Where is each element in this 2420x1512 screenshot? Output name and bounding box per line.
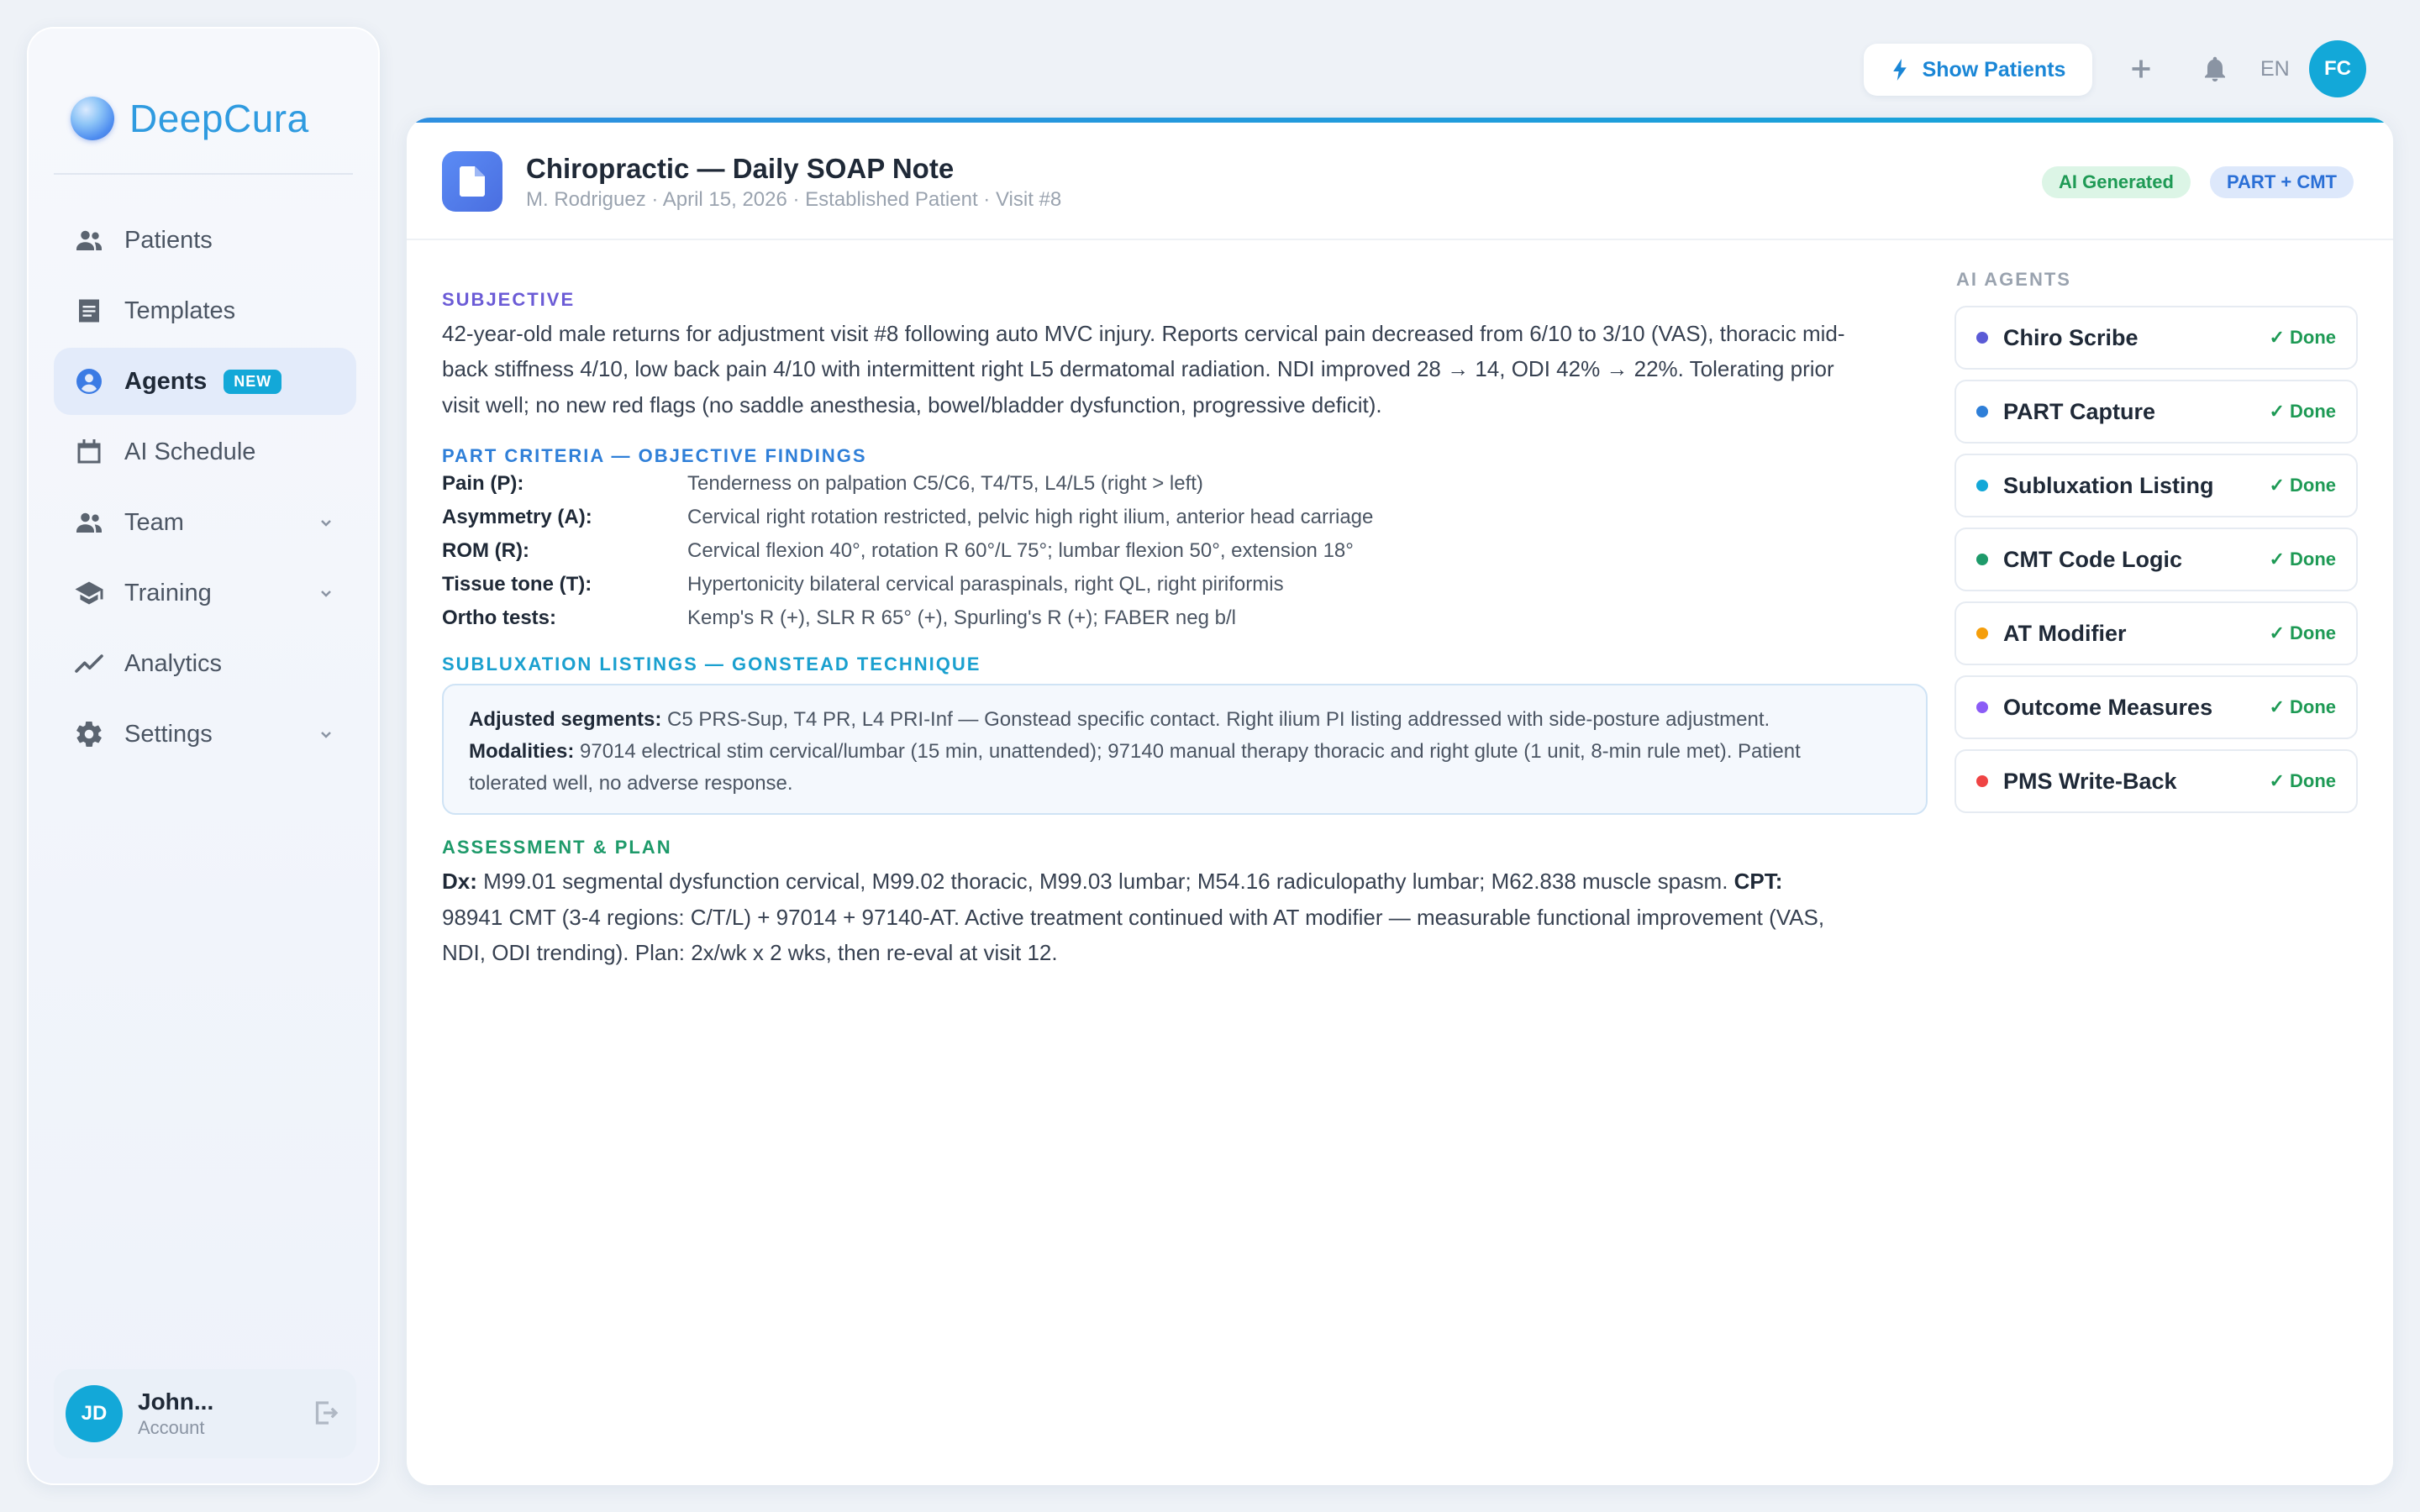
sidebar-item-label: Settings <box>124 720 213 748</box>
sidebar-item-label: Templates <box>124 297 236 324</box>
criteria-label: Tissue tone (T): <box>442 573 592 596</box>
status-dot-icon <box>1976 332 1988 344</box>
agent-outcome-measures[interactable] <box>1954 675 2358 739</box>
logo-orb-icon <box>71 97 114 140</box>
sidebar <box>27 27 380 1485</box>
chevron-down-icon[interactable] <box>318 585 334 601</box>
modalities-text: 97014 electrical stim cervical/lumbar (15 min, unattended); 97140 manual therapy thoracic and right glute (1 unit, 8-min rule met). Patient <box>580 740 1801 763</box>
part-criteria-row <box>442 506 1373 539</box>
card-accent-bar <box>407 118 2393 123</box>
adjusted-segments-line <box>469 704 1902 736</box>
sidebar-divider <box>54 173 353 175</box>
account-text <box>138 1389 213 1439</box>
agent-chiro-scribe[interactable] <box>1954 306 2358 370</box>
assessment-line: NDI, ODI trending). Plan: 2x/wk x 2 wks, then re-eval at visit 12. <box>442 940 1058 965</box>
subjective-line: back stiffness 4/10, low back pain 4/10 with intermittent right L5 dermatomal radiation. NDI improved 28 → 14, ODI 42% → 22%. Tolerating prior <box>442 356 1834 381</box>
document-list-icon <box>74 296 104 326</box>
agent-cmt-code-logic[interactable] <box>1954 528 2358 591</box>
calendar-icon <box>74 437 104 467</box>
criteria-value: Tenderness on palpation C5/C6, T4/T5, L4/L5 (right > left) <box>687 472 1203 495</box>
ai-generated-badge: AI Generated <box>2042 166 2191 198</box>
status-dot-icon <box>1976 775 1988 787</box>
sidebar-item-templates[interactable] <box>54 277 356 344</box>
ai-agents-heading: AI AGENTS <box>1956 269 2071 290</box>
sidebar-item-label: Training <box>124 579 212 606</box>
users-icon <box>74 225 104 255</box>
adjusted-segments-text: C5 PRS-Sup, T4 PR, L4 PRI-Inf — Gonstead specific contact. Right ilium PI listing addressed with side-posture adjustment. <box>667 708 1770 731</box>
agent-name: Chiro Scribe <box>2003 324 2139 350</box>
card-header-divider <box>407 239 2393 240</box>
agent-status: ✓ Done <box>2269 327 2336 348</box>
language-toggle[interactable]: EN <box>2260 57 2290 81</box>
account-card[interactable] <box>54 1369 356 1458</box>
logout-icon[interactable] <box>311 1398 341 1428</box>
chevron-down-icon[interactable] <box>318 514 334 531</box>
agent-status: ✓ Done <box>2269 696 2336 717</box>
criteria-label: Asymmetry (A): <box>442 506 592 528</box>
criteria-value: Hypertonicity bilateral cervical paraspinals, right QL, right piriformis <box>687 573 1284 596</box>
modalities-line <box>469 736 1902 768</box>
agent-part-capture[interactable] <box>1954 380 2358 444</box>
modalities-label: Modalities: <box>469 740 575 763</box>
status-dot-icon <box>1976 701 1988 713</box>
agent-name: Subluxation Listing <box>2003 472 2214 498</box>
trend-line-icon <box>74 648 104 679</box>
subluxation-heading: SUBLUXATION LISTINGS — GONSTEAD TECHNIQUE <box>442 654 981 675</box>
lightning-icon <box>1891 59 1909 81</box>
status-dot-icon <box>1976 480 1988 491</box>
dx-text: M99.01 segmental dysfunction cervical, M99.02 thoracic, M99.03 lumbar; M54.16 radiculopathy lumbar; M62.838 muscle spasm. <box>483 869 1728 894</box>
sidebar-item-team[interactable] <box>54 489 356 556</box>
sidebar-item-training[interactable] <box>54 559 356 627</box>
agent-name: CMT Code Logic <box>2003 546 2182 572</box>
sidebar-item-settings[interactable] <box>54 701 356 768</box>
agent-status: ✓ Done <box>2269 770 2336 791</box>
subjective-heading: SUBJECTIVE <box>442 289 576 310</box>
modalities-line: tolerated well, no adverse response. <box>469 772 793 795</box>
avatar[interactable]: JD <box>66 1385 123 1442</box>
document-icon <box>442 151 502 212</box>
plus-icon[interactable] <box>2126 54 2156 84</box>
agent-status: ✓ Done <box>2269 475 2336 496</box>
account-name: John... <box>138 1389 214 1415</box>
sidebar-item-patients[interactable] <box>54 207 356 274</box>
agent-status: ✓ Done <box>2269 401 2336 422</box>
agent-status: ✓ Done <box>2269 622 2336 643</box>
user-circle-icon <box>74 366 104 396</box>
subjective-line: visit well; no new red flags (no saddle anesthesia, bowel/bladder dysfunction, progressive deficit). <box>442 392 1382 417</box>
status-dot-icon <box>1976 554 1988 565</box>
sidebar-item-label: Patients <box>124 226 213 254</box>
assessment-line <box>442 864 1782 900</box>
agent-name: PMS Write-Back <box>2003 768 2177 794</box>
agent-name: AT Modifier <box>2003 620 2127 646</box>
account-subtitle: Account <box>138 1417 205 1438</box>
graduation-cap-icon <box>74 578 104 608</box>
brand-logo[interactable] <box>71 96 309 141</box>
assessment-line: 98941 CMT (3-4 regions: C/T/L) + 97014 + 97140-AT. Active treatment continued with AT modifier — measurable functional improvement (VAS, <box>442 905 1825 930</box>
criteria-label: Ortho tests: <box>442 606 557 629</box>
sidebar-item-ai-schedule[interactable] <box>54 418 356 486</box>
cpt-label: CPT: <box>1733 869 1783 894</box>
sidebar-item-label: Team <box>124 508 184 536</box>
status-dot-icon <box>1976 627 1988 639</box>
agent-at-modifier[interactable] <box>1954 601 2358 665</box>
user-avatar[interactable]: FC <box>2309 40 2366 97</box>
bell-icon[interactable] <box>2200 54 2230 84</box>
sidebar-item-label: AI Schedule <box>124 438 256 465</box>
status-dot-icon <box>1976 406 1988 417</box>
new-badge: NEW <box>224 370 281 394</box>
brand-name: DeepCura <box>129 97 309 140</box>
sidebar-item-label: Analytics <box>124 649 223 677</box>
sidebar-item-analytics[interactable] <box>54 630 356 697</box>
part-criteria-row <box>442 606 1236 640</box>
chevron-down-icon[interactable] <box>318 726 334 743</box>
note-subtitle: M. Rodriguez · April 15, 2026 · Established Patient · Visit #8 <box>526 188 1062 211</box>
page-title: Chiropractic — Daily SOAP Note <box>526 153 955 184</box>
gear-icon <box>74 719 104 749</box>
criteria-value: Cervical right rotation restricted, pelvic high right ilium, anterior head carriage <box>687 506 1374 528</box>
show-patients-label: Show Patients <box>1922 57 2066 81</box>
agent-name: PART Capture <box>2003 398 2156 424</box>
assessment-heading: ASSESSMENT & PLAN <box>442 837 672 858</box>
agent-name: Outcome Measures <box>2003 694 2213 720</box>
agent-pms-write-back[interactable] <box>1954 749 2358 813</box>
part-cmt-badge: PART + CMT <box>2210 166 2354 198</box>
agent-status: ✓ Done <box>2269 549 2336 570</box>
adjusted-segments-label: Adjusted segments: <box>469 708 662 731</box>
part-criteria-heading: PART CRITERIA — OBJECTIVE FINDINGS <box>442 445 867 466</box>
subjective-line: 42-year-old male returns for adjustment visit #8 following auto MVC injury. Reports cervical pain decreased from 6/10 to 3/10 (VAS), thoracic mid- <box>442 321 1845 346</box>
part-criteria-row <box>442 573 1284 606</box>
team-icon <box>74 507 104 538</box>
part-criteria-row <box>442 539 1354 573</box>
criteria-value: Kemp's R (+), SLR R 65° (+), Spurling's R (+); FABER neg b/l <box>687 606 1236 629</box>
sidebar-nav <box>54 207 356 771</box>
show-patients-button[interactable] <box>1864 44 2092 96</box>
criteria-value: Cervical flexion 40°, rotation R 60°/L 75°; lumbar flexion 50°, extension 18° <box>687 539 1354 562</box>
criteria-label: Pain (P): <box>442 472 524 495</box>
sidebar-item-agents[interactable] <box>54 348 356 415</box>
part-criteria-row <box>442 472 1203 506</box>
sidebar-item-label: Agents <box>124 367 208 395</box>
agent-subluxation-listing[interactable] <box>1954 454 2358 517</box>
dx-label: Dx: <box>442 869 477 894</box>
subluxation-box <box>442 684 1928 815</box>
criteria-label: ROM (R): <box>442 539 529 562</box>
